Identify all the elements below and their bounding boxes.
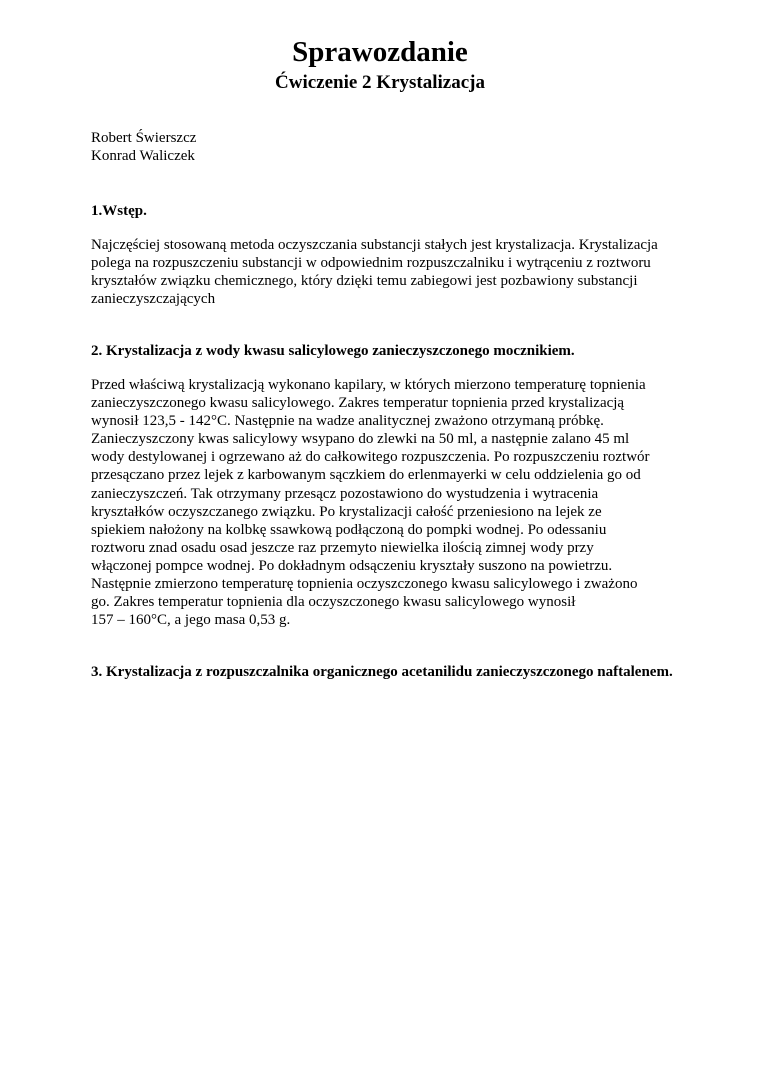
section-heading-salicylic: 2. Krystalizacja z wody kwasu salicylowego zanieczyszczonego mocznikiem. [91, 343, 575, 359]
paragraph-line: wody destylowanej i ogrzewano aż do całkowitego rozpuszczenia. Po rozpuszczeniu roztwór [91, 449, 650, 466]
section-paragraph-intro [91, 236, 658, 308]
paragraph-line: zanieczyszczonego kwasu salicylowego. Zakres temperatur topnienia przed krystalizacją [91, 395, 625, 412]
paragraph-line: przesączano przez lejek z karbowanym sączkiem do erlenmayerki w celu oddzielenia go od [91, 467, 641, 484]
author-name: Konrad Waliczek [91, 148, 195, 164]
paragraph-line: zanieczyszczeń. Tak otrzymany przesącz pozostawiono do wystudzenia i wytracenia [91, 485, 599, 502]
paragraph-line: kryształków oczyszczanego związku. Po krystalizacji całość przeniesiono na lejek ze [91, 503, 602, 520]
paragraph-line: kryształów związku chemicznego, który dzięki temu zabiegowi jest pozbawiony substancji [91, 273, 638, 290]
authors-block [91, 129, 196, 165]
paragraph-line: roztworu znad osadu osad jeszcze raz przemyto niewielka ilością zimnej wody przy [91, 539, 594, 556]
paragraph-line: 157 – 160°C, a jego masa 0,53 g. [91, 612, 291, 629]
author-name: Robert Świerszcz [91, 130, 197, 146]
document-subtitle: Ćwiczenie 2 Krystalizacja [275, 72, 485, 93]
paragraph-line: włączonej pompce wodnej. Po dokładnym odsączeniu kryształy suszono na powietrzu. [91, 557, 613, 574]
section-paragraph-salicylic [91, 376, 650, 629]
paragraph-line: Najczęściej stosowaną metoda oczyszczania substancji stałych jest krystalizacja. Krystalizacja [91, 237, 658, 253]
paragraph-line: zanieczyszczających [91, 291, 216, 308]
paragraph-line: go. Zakres temperatur topnienia dla oczyszczonego kwasu salicylowego wynosił [91, 594, 576, 611]
section-heading-acetanilide: 3. Krystalizacja z rozpuszczalnika organicznego acetanilidu zanieczyszczonego naftalenem. [91, 664, 673, 680]
paragraph-line: wynosił 123,5 - 142°C. Następnie na wadze analitycznej zważono otrzymaną próbkę. [91, 413, 604, 430]
paragraph-line: polega na rozpuszczeniu substancji w odpowiednim rozpuszczalniku i wytrąceniu z roztworu [91, 255, 651, 272]
section-heading-intro: 1.Wstęp. [91, 203, 147, 219]
paragraph-line: spiekiem nałożony na kolbkę ssawkową podłączoną do pompki wodnej. Po odessaniu [91, 521, 607, 538]
document-title: Sprawozdanie [292, 36, 468, 68]
paragraph-line: Następnie zmierzono temperaturę topnienia oczyszczonego kwasu salicylowego i zważono [91, 576, 638, 593]
paragraph-line: Przed właściwą krystalizacją wykonano kapilary, w których mierzono temperaturę topnienia [91, 377, 646, 393]
paragraph-line: Zanieczyszczony kwas salicylowy wsypano do zlewki na 50 ml, a następnie zalano 45 ml [91, 431, 630, 448]
